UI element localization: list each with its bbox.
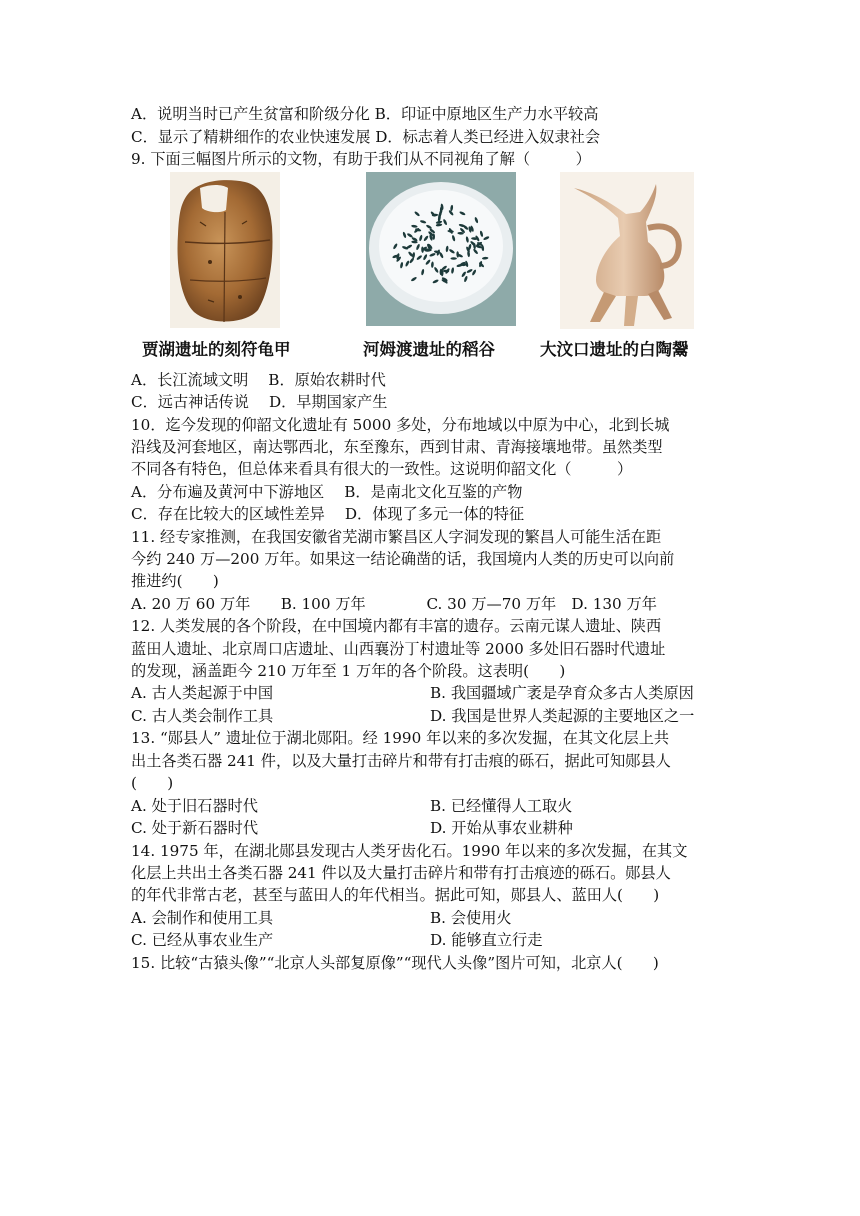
q13-option-c: C. 处于新石器时代 [131,819,259,837]
q9-options-cd: C．远古神话传说 D．早期国家产生 [131,393,388,411]
q11-stem-line1: 11. 经专家推测，在我国安徽省芜湖市繁昌区人字洞发现的繁昌人可能生活在距 [131,528,662,546]
q15-stem: 15. 比较“古猿头像”“北京人头部复原像”“现代人头像”图片可知，北京人( ) [131,954,659,972]
q12-stem-line2: 蓝田人遗址、北京周口店遗址、山西襄汾丁村遗址等 2000 多处旧石器时代遗址 [131,640,666,658]
q12-option-d: D. 我国是世界人类起源的主要地区之一 [430,707,695,725]
q14-stem-line1: 14. 1975 年，在湖北郧县发现古人类牙齿化石。1990 年以来的多次发掘，在其文 [131,842,688,860]
caption-pottery-gui: 大汶口遗址的白陶鬶 [540,340,689,359]
q11-options: A. 20 万 60 万年 B. 100 万年 C. 30 万—70 万年 D. 130 万年 [131,595,657,613]
q14-option-c: C. 已经从事农业生产 [131,931,274,949]
q14-stem-line2: 化层上共出土各类石器 241 件以及大量打击碎片和带有打击痕迹的砾石。郧县人 [131,864,671,882]
q8-options-ab: A．说明当时已产生贫富和阶级分化 B．印证中原地区生产力水平较高 [131,105,599,123]
white-pottery-gui-photo [560,172,694,329]
q13-stem-line2: 出土各类石器 241 件，以及大量打击碎片和带有打击痕的砾石，据此可知郧县人 [131,752,671,770]
q9-options-ab: A．长江流域文明 B．原始农耕时代 [131,371,386,389]
q10-stem-line2: 沿线及河套地区，南达鄂西北，东至豫东，西到甘肃、青海接壤地带。虽然类型 [131,438,663,456]
caption-rice-grains: 河姆渡遗址的稻谷 [363,340,495,359]
q10-options-ab: A．分布遍及黄河中下游地区 B．是南北文化互鉴的产物 [131,483,523,501]
q10-stem-line3: 不同各有特色，但总体来看具有很大的一致性。这说明仰韶文化（ ） [131,460,633,478]
q11-stem-line3: 推进约( ) [131,572,219,590]
q12-option-c: C. 古人类会制作工具 [131,707,274,725]
q13-option-b: B. 已经懂得人工取火 [430,797,573,815]
q13-option-d: D. 开始从事农业耕种 [430,819,573,837]
q12-stem-line1: 12. 人类发展的各个阶段，在中国境内都有丰富的遗存。云南元谋人遗址、陕西 [131,617,662,635]
q13-option-a: A. 处于旧石器时代 [131,797,258,815]
caption-tortoise-shell: 贾湖遗址的刻符龟甲 [142,340,291,359]
tortoise-shell-photo [170,172,280,328]
q13-stem-line3: ( ) [131,774,174,792]
q10-stem-line1: 10．迄今发现的仰韶文化遗址有 5000 多处，分布地域以中原为中心，北到长城 [131,416,670,434]
q9-stem: 9. 下面三幅图片所示的文物，有助于我们从不同视角了解（ ） [131,150,591,168]
q14-option-a: A. 会制作和使用工具 [131,909,274,927]
q12-option-b: B. 我国疆域广袤是孕育众多古人类原因 [430,684,694,702]
q12-option-a: A. 古人类起源于中国 [131,684,274,702]
q10-options-cd: C．存在比较大的区域性差异 D．体现了多元一体的特征 [131,505,525,523]
q8-options-cd: C．显示了精耕细作的农业快速发展 D．标志着人类已经进入奴隶社会 [131,128,601,146]
q11-stem-line2: 今约 240 万—200 万年。如果这一结论确凿的话，我国境内人类的历史可以向前 [131,550,675,568]
q14-stem-line3: 的年代非常古老，甚至与蓝田人的年代相当。据此可知，郧县人、蓝田人( ) [131,886,660,904]
q14-option-b: B. 会使用火 [430,909,512,927]
q14-option-d: D. 能够直立行走 [430,931,543,949]
q13-stem-line1: 13. “郧县人” 遗址位于湖北郧阳。经 1990 年以来的多次发掘，在其文化层上共 [131,729,670,747]
rice-grains-photo [366,172,516,326]
q12-stem-line3: 的发现，涵盖距今 210 万年至 1 万年的各个阶段。这表明( ) [131,662,566,680]
